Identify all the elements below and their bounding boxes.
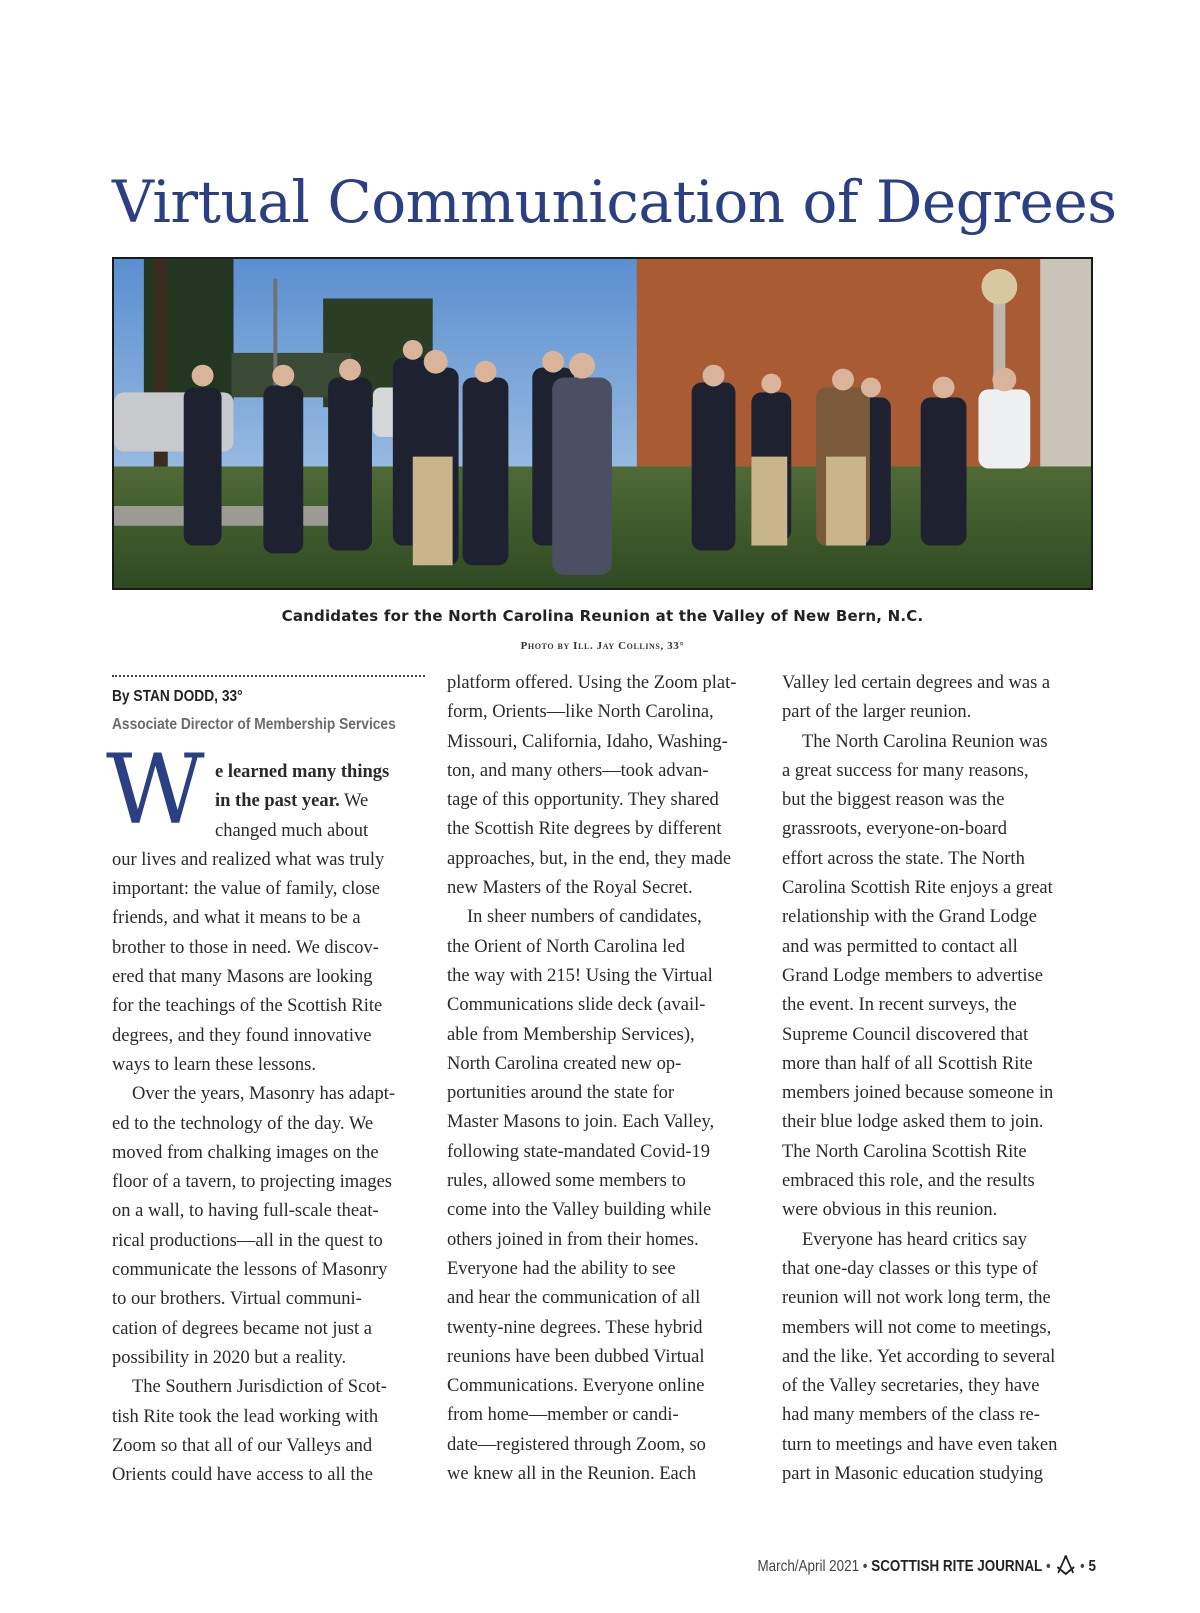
text-line: of the Valley secretaries, they have [782,1376,1040,1397]
text-line: tage of this opportunity. They shared [447,790,719,811]
text-line: Grand Lodge members to advertise [782,965,1043,986]
text-line: for the teachings of the Scottish Rite [112,996,383,1017]
footer-issue: March/April 2021 [757,1558,860,1575]
text-line: we knew all in the Reunion. Each [447,1464,697,1485]
text-line: tish Rite took the lead working with [112,1406,379,1427]
text-line: Carolina Scottish Rite enjoys a great [782,878,1053,899]
text-line: Supreme Council discovered that [782,1024,1029,1045]
text-line: cation of degrees became not just a [112,1318,372,1339]
text-line: from home—member or candi- [447,1405,679,1426]
lead-bold-1: e learned many things [215,762,390,782]
text-line: the Scottish Rite degrees by different [447,819,722,840]
text-line: the Orient of North Carolina led [447,936,685,957]
lead-rest-2: We [339,791,369,812]
text-line: turn to meetings and have even taken [782,1434,1058,1455]
text-line: part in Masonic education studying [782,1464,1044,1485]
photo-credit: Photo by Ill. Jay Collins, 33° [520,640,685,652]
text-line: friends, and what it means to be a [112,908,361,929]
text-line: floor of a tavern, to projecting images [112,1172,392,1193]
author-role: Associate Director of Membership Services [112,716,396,733]
article-column-1 [112,758,432,1490]
text-line: part of the larger reunion. [782,702,972,723]
text-line: communicate the lessons of Masonry [112,1260,388,1281]
text-line: platform offered. Using the Zoom plat- [447,673,737,693]
text-line: effort across the state. The North [782,848,1025,869]
text-line: North Carolina created new op- [447,1053,682,1074]
byline: By STAN DODD, 33° [112,688,243,705]
text-line: rules, allowed some members to [447,1171,686,1192]
text-line: following state-mandated Covid-19 [447,1141,711,1162]
lead-line-2 [112,787,432,816]
text-line: The North Carolina Scottish Rite [782,1141,1027,1162]
group-photo [112,257,1093,590]
text-line: the event. In recent surveys, the [782,995,1017,1016]
text-line: able from Membership Services), [447,1024,695,1045]
page-footer [758,1555,1096,1576]
text-line: their blue lodge asked them to join. [782,1112,1044,1133]
text-line: ways to learn these lessons. [112,1054,316,1075]
text-line: Orients could have access to all the [112,1465,373,1486]
text-line: and the like. Yet according to several [782,1346,1056,1367]
text-line: new Masters of the Royal Secret. [447,878,693,899]
page-number: 5 [1088,1558,1096,1575]
text-line: ered that many Masons are looking [112,967,373,988]
text-line: The Southern Jurisdiction of Scot- [132,1377,387,1398]
text-line: reunion will not work long term, the [782,1288,1051,1309]
text-line: ed to the technology of the day. We [112,1113,374,1134]
text-line: Everyone has heard critics say [802,1229,1027,1250]
text-line: degrees, and they found innovative [112,1025,372,1046]
text-line: had many members of the class re- [782,1405,1040,1426]
text-line: members joined because someone in [782,1083,1054,1104]
text-line: reunions have been dubbed Virtual [447,1346,705,1367]
text-line: Everyone had the ability to see [447,1258,676,1279]
text-line: grassroots, everyone-on-board [782,819,1008,840]
text-line: others joined in from their homes. [447,1229,699,1250]
article-title: Virtual Communication of Degrees [112,168,1117,236]
square-and-compass-icon [1054,1555,1076,1575]
text-line: members will not come to meetings, [782,1317,1052,1338]
text-line: Communications slide deck (avail- [447,995,706,1016]
footer-journal: SCOTTISH RITE JOURNAL [871,1558,1043,1575]
text-line: The North Carolina Reunion was [802,731,1048,752]
text-line: possibility in 2020 but a reality. [112,1347,347,1368]
footer-bullet: • [1080,1558,1089,1575]
lead-line-1 [112,758,432,787]
text-line: approaches, but, in the end, they made [447,848,732,869]
text-line: Zoom so that all of our Valleys and [112,1435,373,1456]
text-line: Master Masons to join. Each Valley, [447,1112,715,1133]
text-line: In sheer numbers of candidates, [467,907,702,928]
text-line: on a wall, to having full-scale theat- [112,1201,379,1222]
text-line: twenty-nine degrees. These hybrid [447,1317,703,1338]
text-line: and hear the communication of all [447,1288,701,1309]
group-photo-image [114,259,1091,588]
text-line: the way with 215! Using the Virtual [447,965,713,986]
text-line: were obvious in this reunion. [782,1200,998,1221]
text-line: Over the years, Masonry has adapt- [132,1084,396,1105]
text-line: portunities around the state for [447,1083,675,1104]
text-line: to our brothers. Virtual communi- [112,1289,362,1310]
text-line: important: the value of family, close [112,879,380,900]
article-column-2 [447,669,767,1489]
text-line: Missouri, California, Idaho, Washing- [447,731,728,752]
footer-bullet: • [1046,1558,1055,1575]
byline-divider [112,675,425,677]
text-line: relationship with the Grand Lodge [782,907,1037,928]
text-line: and was permitted to contact all [782,936,1018,957]
text-line: Valley led certain degrees and was a [782,673,1051,693]
photo-caption: Candidates for the North Carolina Reunion at the Valley of New Bern, N.C. [281,607,924,625]
text-line: come into the Valley building while [447,1200,712,1221]
text-line: ton, and many others—took advan- [447,760,709,781]
text-line: our lives and realized what was truly [112,849,385,870]
text-line: but the biggest reason was the [782,790,1005,811]
text-line: brother to those in need. We discov- [112,937,379,958]
text-line: that one-day classes or this type of [782,1258,1038,1279]
text-line: moved from chalking images on the [112,1142,379,1163]
text-line: date—registered through Zoom, so [447,1434,706,1455]
text-line: embraced this role, and the results [782,1171,1035,1192]
text-line: more than half of all Scottish Rite [782,1053,1033,1074]
text-line: a great success for many reasons, [782,760,1029,781]
text-line: changed much about [215,820,369,841]
text-line: rical productions—all in the quest to [112,1230,383,1251]
footer-bullet: • [862,1558,872,1575]
text-line: Communications. Everyone online [447,1376,705,1397]
text-line: form, Orients—like North Carolina, [447,702,714,723]
article-column-3 [782,669,1102,1489]
lead-bold-2: in the past year. [215,791,340,812]
drop-cap: W [106,734,205,846]
